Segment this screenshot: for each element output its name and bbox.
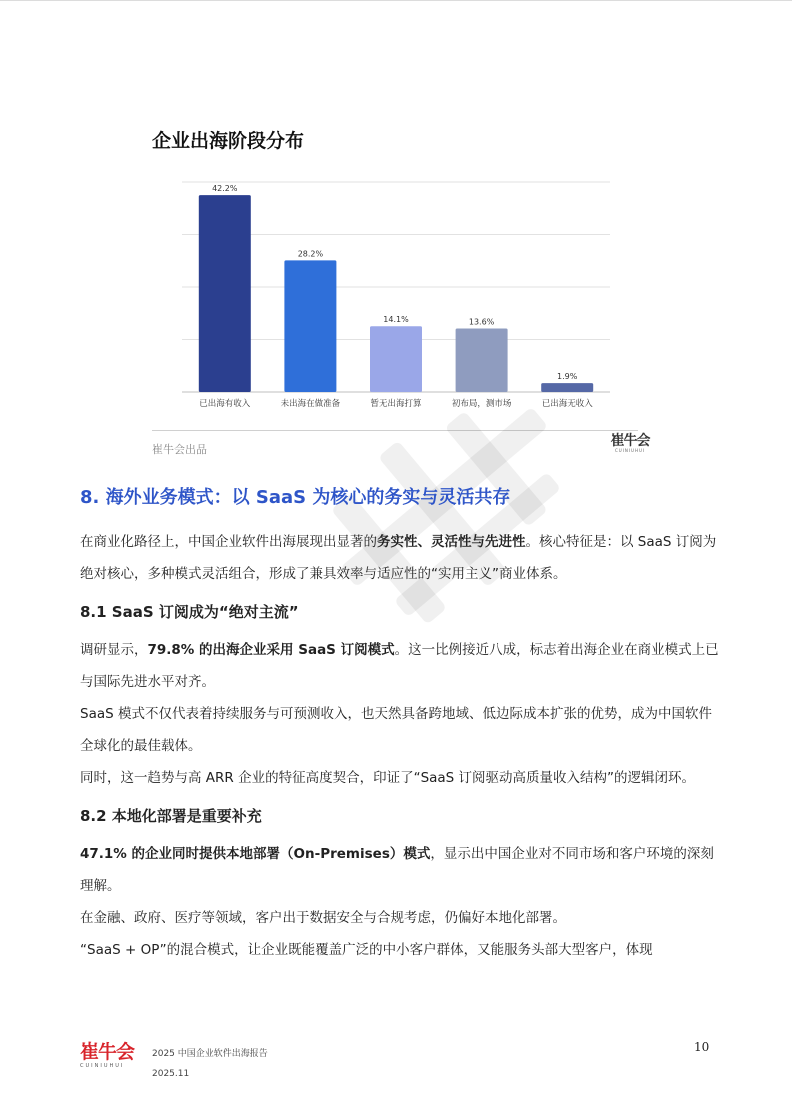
footer-logo [80, 1042, 142, 1070]
text-run: 在商业化路径上，中国企业软件出海展现出显著的 [80, 534, 377, 550]
top-rule [0, 0, 792, 1]
chart-title: 企业出海阶段分布 [152, 130, 305, 152]
paragraph-saas-advantage: SaaS 模式不仅代表着持续服务与可预测收入，也天然具备跨地域、低边际成本扩张的优势，成为中国软件全球化的最佳载体。 [80, 706, 712, 754]
section-heading: 8. 海外业务模式：以 SaaS 为核心的务实与灵活共存 [80, 487, 511, 508]
bar [284, 260, 336, 392]
brand-logo-small [604, 434, 656, 454]
subsection-heading-8-1: 8.1 SaaS 订阅成为“绝对主流” [80, 603, 299, 621]
footer-report-info [152, 1044, 268, 1084]
bold-text-run: 47.1% 的企业同时提供本地部署（On-Premises）模式 [80, 846, 431, 862]
category-label: 未出海在做准备 [280, 399, 341, 409]
brand-name: 崔牛会 [610, 433, 650, 449]
section-intro [80, 526, 720, 590]
bar-value-label: 14.1% [383, 315, 409, 325]
category-label: 已出海有收入 [199, 399, 251, 409]
footer-report-date: 2025.11 [152, 1069, 190, 1079]
bar [541, 383, 593, 392]
footer-brand-name-en: CUINIUHUI [80, 1063, 125, 1069]
page-number: 10 [694, 1040, 710, 1054]
paragraph-hybrid-model: “SaaS + OP”的混合模式，让企业既能覆盖广泛的中小客户群体，又能服务头部大型客户，体现 [80, 942, 653, 958]
bold-text-run: 务实性、灵活性与先进性 [377, 534, 526, 550]
paragraph-arr-logic: 同时，这一趋势与高 ARR 企业的特征高度契合，印证了“SaaS 订阅驱动高质量收入结构”的逻辑闭环。 [80, 770, 696, 786]
category-label: 初布局，测市场 [451, 399, 512, 409]
bar-value-label: 42.2% [212, 184, 238, 194]
paragraph-industries: 在金融、政府、医疗等领域，客户出于数据安全与合规考虑，仍偏好本地化部署。 [80, 910, 566, 926]
subsection-heading-8-2: 8.2 本地化部署是重要补充 [80, 807, 262, 825]
bar [456, 329, 508, 392]
bar-chart [150, 170, 640, 420]
report-section [80, 484, 720, 966]
bar [199, 195, 251, 392]
bar-value-label: 28.2% [297, 249, 324, 259]
chart-source: 崔牛会出品 [152, 443, 207, 456]
bar-value-label: 1.9% [557, 372, 578, 382]
paragraph-on-premises [80, 838, 720, 902]
footer-report-title: 2025 中国企业软件出海报告 [152, 1049, 268, 1059]
chart-divider [152, 430, 638, 431]
text-run: 。这一比例接近八成，标志着出海企业在商业模式上已与国际先进水平对齐。 [80, 642, 719, 690]
brand-name-en: CUINIUHUI [614, 448, 646, 453]
paragraph-saas-share [80, 634, 720, 698]
bar-value-label: 13.6% [468, 317, 495, 327]
bar [370, 326, 422, 392]
bold-text-run: 79.8% 的出海企业采用 SaaS 订阅模式 [147, 642, 395, 658]
footer-brand-name: 崔牛会 [80, 1041, 135, 1063]
category-label: 已出海无收入 [541, 399, 593, 409]
category-label: 暂无出海打算 [370, 399, 422, 409]
text-run: 调研显示， [80, 642, 148, 658]
text-run: ，显示出中国企业对不同市场和客户环境的深刻理解。 [80, 846, 714, 894]
text-run: 。核心特征是：以 SaaS 订阅为绝对核心，多种模式灵活组合，形成了兼具效率与适应性的“实用主义”商业体系。 [80, 534, 717, 582]
